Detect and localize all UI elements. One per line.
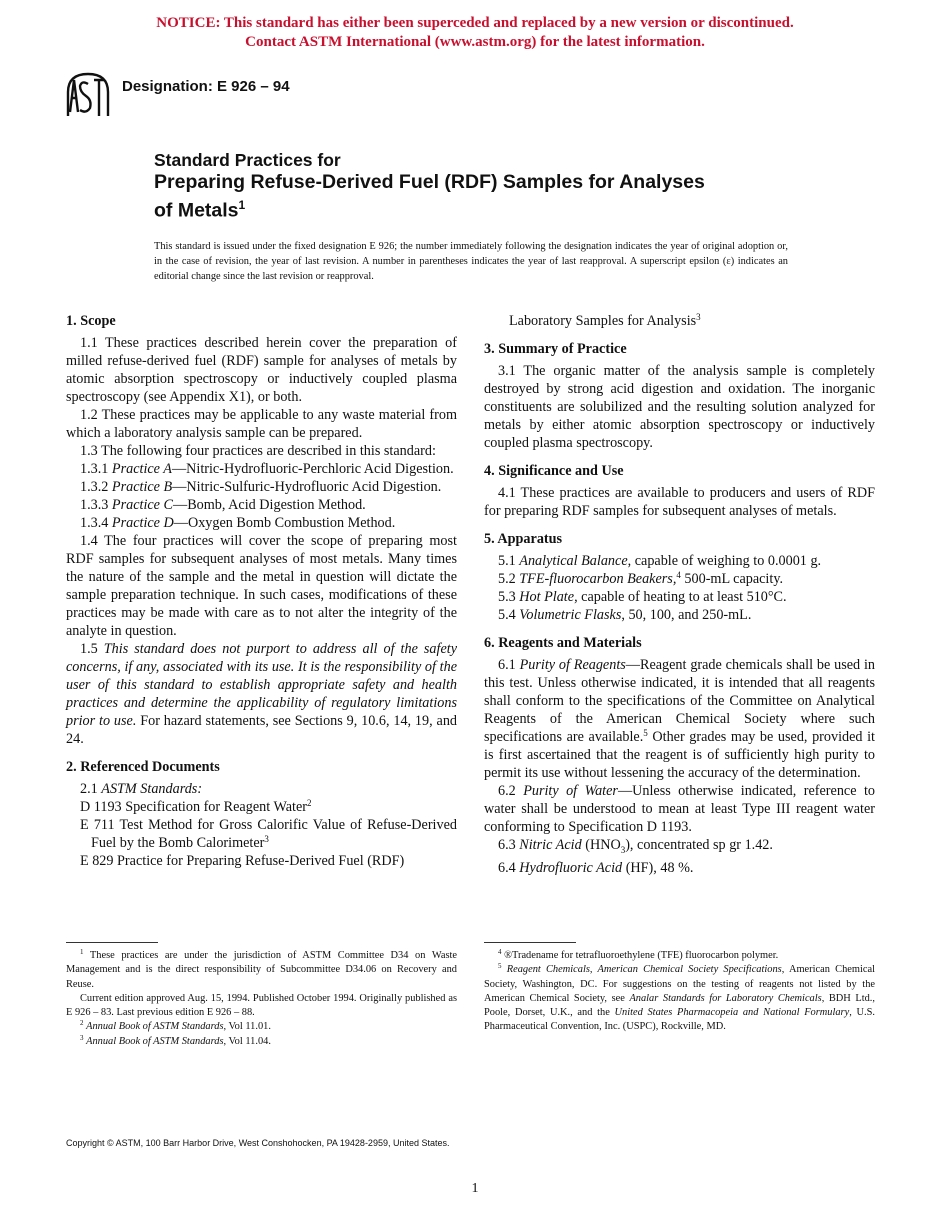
para-1-5: 1.5 This standard does not purport to address all of the safety concerns, if any, associated with its use. It is the responsibility of the user of this standard to establish appropriate safety and health practices and determine the applicability of regulatory limitations prior to use. For hazard statements, see Sections 9, 10.6, 14, 19, and 24.	[66, 641, 458, 747]
para-1-3: 1.3 The following four practices are described in this standard:	[80, 443, 436, 459]
footnote-divider	[484, 942, 576, 943]
para-3-1: 3.1 The organic matter of the analysis sample is completely destroyed by strong acid digestion and oxidation. The inorganic constituents are solubilized and the resulting solution analyzed for metals by either atomic absorption spectroscopy or inductively coupled plasma spectroscopy.	[484, 363, 875, 451]
para-1-3-4: 1.3.4 Practice D—Oxygen Bomb Combustion Method.	[80, 515, 396, 531]
title-line-1: Standard Practices for	[154, 150, 341, 170]
footnote-1-edition: Current edition approved Aug. 15, 1994. Published October 1994. Originally published as E 926 – 83. Last previous edition E 926 – 88.	[66, 992, 457, 1019]
footnote-4: $^4$ ®Tradename for tetrafluoroethylene (TFE) fluorocarbon polymer.	[498, 948, 779, 961]
para-4-1: 4.1 These practices are available to producers and users of RDF for preparing RDF samples for subsequent analyses of metals.	[484, 485, 875, 519]
footnotes-right	[484, 942, 875, 1035]
footnote-3: $^3$ Annual Book of ASTM Standards, Vol 11.04.	[80, 1033, 271, 1047]
para-6-4: 6.4 Hydrofluoric Acid (HF), 48 %.	[498, 859, 694, 876]
para-6-3: 6.3 Nitric Acid $(HNO_3)$, concentrated sp gr 1.42.	[498, 837, 773, 855]
para-1-3-3: 1.3.3 Practice C—Bomb, Acid Digestion Method.	[80, 497, 366, 513]
reference-e711: E 711 Test Method for Gross Calorific Value of Refuse-Derived Fuel by the Bomb Calorimeter$^3$	[80, 817, 457, 851]
para-6-2: 6.2 Purity of Water—Unless otherwise indicated, reference to water shall be understood to mean at least Type III reagent water conforming to Specification D 1193.	[484, 783, 875, 835]
section-heading-apparatus: 5. Apparatus	[484, 531, 563, 547]
notice-line-2: Contact ASTM International (www.astm.org) for the latest information.	[245, 34, 705, 50]
section-heading-referenced-documents: 2. Referenced Documents	[66, 759, 220, 775]
reference-d1193: D 1193 Specification for Reagent Water$^2$	[80, 798, 312, 815]
para-5-3: 5.3 Hot Plate, capable of heating to at least 510°C.	[498, 589, 787, 605]
designation: Designation: E 926 – 94	[122, 78, 290, 95]
title-line-3: of Metals$^1$	[154, 198, 246, 222]
footnote-1: $^1$ These practices are under the jurisdiction of ASTM Committee D34 on Waste Management and is the direct responsibility of Subcommittee D34.06 on Recovery and Reuse.	[66, 948, 457, 990]
para-1-4: 1.4 The four practices will cover the scope of preparing most RDF samples for subsequent analyses of most metals. Many times the nature of the sample and the metal in question will dictate the sample preparation technique. In such cases, modifications of these practices may be made with care as to not alter the integrity of the analyte in question.	[66, 533, 457, 639]
para-5-1: 5.1 Analytical Balance, capable of weighing to 0.0001 g.	[498, 553, 822, 569]
left-column	[66, 312, 457, 870]
para-2-1: 2.1 ASTM Standards:	[80, 781, 203, 797]
right-column	[484, 312, 875, 877]
section-heading-significance: 4. Significance and Use	[484, 463, 624, 479]
footnote-2: $^2$ Annual Book of ASTM Standards, Vol 11.01.	[80, 1019, 271, 1033]
section-heading-summary: 3. Summary of Practice	[484, 341, 627, 357]
footnote-5: $^5$ Reagent Chemicals, American Chemical Society Specifications, American Chemical Society, Washington, DC. For suggestions on the testing of reagents not listed by the American Chemical Society, see Analar Standards for Laboratory Chemicals, BDH Ltd., Poole, Dorset, U.K., and the United States Pharmacopeia and National Formulary, U.S. Pharmaceutical Convention, Inc. (USPC), Rockville, MD.	[484, 962, 875, 1033]
para-5-2: 5.2 TFE-fluorocarbon Beakers,$^4$ 500-mL capacity.	[498, 570, 784, 587]
section-heading-scope: 1. Scope	[66, 313, 116, 329]
para-1-2: 1.2 These practices may be applicable to any waste material from which a laboratory analysis sample can be prepared.	[66, 407, 457, 441]
para-6-1: 6.1 Purity of Reagents—Reagent grade chemicals shall be used in this test. Unless otherwise indicated, it is intended that all reagents shall conform to the specifications of the Committee on Analytical Reagents of the American Chemical Society where such specifications are available.$^5$ Other grades may be used, provided it is first ascertained that the reagent is of sufficiently high purity to permit its use without lessening the accuracy of the determination.	[484, 657, 875, 781]
notice-line-1: NOTICE: This standard has either been superceded and replaced by a new version or discontinued.	[156, 15, 794, 31]
para-1-3-1: 1.3.1 Practice A—Nitric-Hydrofluoric-Perchloric Acid Digestion.	[80, 461, 454, 477]
document-title	[154, 150, 814, 223]
reference-e829-continued: Laboratory Samples for Analysis$^3$	[509, 312, 701, 329]
para-1-1: 1.1 These practices described herein cover the preparation of milled refuse-derived fuel (RDF) sample for analyses of metals by atomic absorption spectroscopy or inductively coupled plasma spectroscopy (see Appendix X1), or both.	[66, 335, 457, 405]
footnotes-left	[66, 942, 457, 1049]
section-heading-reagents: 6. Reagents and Materials	[484, 635, 642, 651]
issuance-statement: This standard is issued under the fixed designation E 926; the number immediately following the designation indicates the year of original adoption or, in the case of revision, the year of last revision. A number in parentheses indicates the year of last reapproval. A superscript epsilon (ε) indicates an editorial change since the last revision or reapproval.	[154, 241, 788, 282]
copyright-line: Copyright © ASTM, 100 Barr Harbor Drive, West Conshohocken, PA 19428-2959, United States.	[66, 1138, 450, 1148]
title-footnote-mark: 1	[238, 198, 246, 212]
para-5-4: 5.4 Volumetric Flasks, 50, 100, and 250-mL.	[498, 607, 752, 623]
title-line-2: Preparing Refuse-Derived Fuel (RDF) Samples for Analyses	[154, 171, 705, 193]
discontinued-notice	[0, 14, 950, 52]
reference-e829: E 829 Practice for Preparing Refuse-Derived Fuel (RDF)	[80, 853, 405, 869]
footnote-divider	[66, 942, 158, 943]
astm-logo-icon	[64, 72, 112, 120]
page-number: 1	[471, 1181, 479, 1196]
para-1-3-2: 1.3.2 Practice B—Nitric-Sulfuric-Hydrofluoric Acid Digestion.	[80, 479, 442, 495]
